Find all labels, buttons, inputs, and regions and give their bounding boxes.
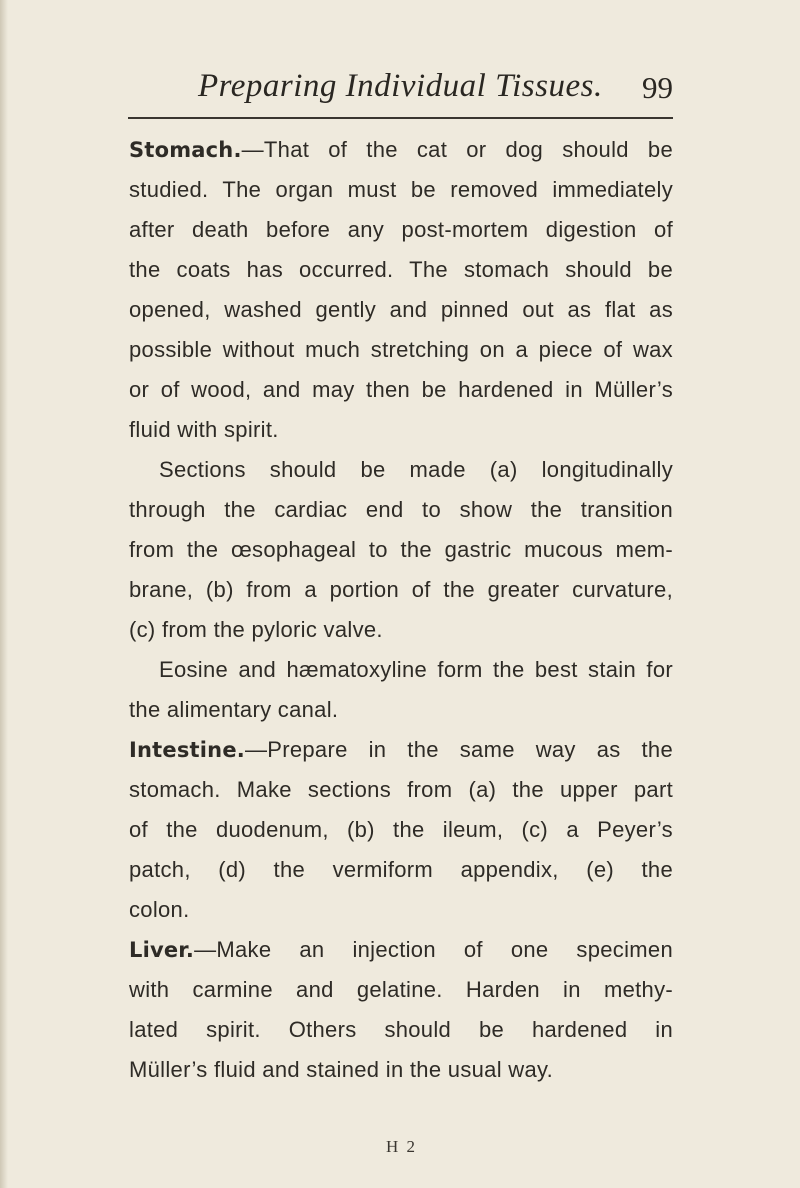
body-text bbox=[129, 130, 673, 1090]
text-line: patch, (d) the vermiform appendix, (e) the bbox=[129, 857, 673, 882]
signature-mark: H 2 bbox=[386, 1137, 418, 1156]
line-text: —Prepare in the same way as the bbox=[244, 737, 673, 762]
line-text: —Make an injection of one specimen bbox=[194, 937, 673, 962]
text-line: Sections should be made (a) longitudinally bbox=[159, 457, 673, 482]
text-line: (c) from the pyloric valve. bbox=[129, 617, 383, 642]
text-line: after death before any post-mortem digestion of bbox=[129, 217, 673, 242]
text-line: the coats has occurred. The stomach should be bbox=[129, 257, 673, 282]
text-line bbox=[129, 930, 673, 970]
page-title: Preparing Individual Tissues. bbox=[198, 68, 603, 104]
section-heading-stomach: Stomach. bbox=[129, 138, 242, 162]
text-line: opened, washed gently and pinned out as flat as bbox=[129, 297, 673, 322]
text-line: from the œsophageal to the gastric mucous mem- bbox=[129, 537, 673, 562]
text-line bbox=[129, 130, 673, 170]
text-line: possible without much stretching on a piece of wax bbox=[129, 337, 673, 362]
section-heading-intestine: Intestine. bbox=[129, 738, 245, 762]
text-line: stomach. Make sections from (a) the upper part bbox=[129, 777, 673, 802]
text-line: Eosine and hæmatoxyline form the best stain for bbox=[159, 657, 673, 682]
text-line: through the cardiac end to show the transition bbox=[129, 497, 673, 522]
header-rule bbox=[128, 117, 673, 119]
text-line: fluid with spirit. bbox=[129, 417, 279, 442]
text-line: Müller’s fluid and stained in the usual way. bbox=[129, 1057, 554, 1082]
text-line: the alimentary canal. bbox=[129, 697, 339, 722]
text-line: brane, (b) from a portion of the greater curvature, bbox=[129, 577, 673, 602]
page-number: 99 bbox=[642, 70, 673, 105]
section-heading-liver: Liver. bbox=[129, 938, 195, 962]
text-line: colon. bbox=[129, 897, 190, 922]
page-binding-edge bbox=[0, 0, 8, 1188]
text-line: with carmine and gelatine. Harden in methy- bbox=[129, 977, 673, 1002]
text-line: or of wood, and may then be hardened in Müller’s bbox=[129, 377, 673, 402]
text-line: studied. The organ must be removed immediately bbox=[129, 177, 673, 202]
text-line: of the duodenum, (b) the ileum, (c) a Peyer’s bbox=[129, 817, 673, 842]
text-line bbox=[129, 730, 673, 770]
text-line: lated spirit. Others should be hardened in bbox=[129, 1017, 673, 1042]
line-text: —That of the cat or dog should be bbox=[241, 137, 673, 162]
running-head bbox=[128, 68, 673, 112]
